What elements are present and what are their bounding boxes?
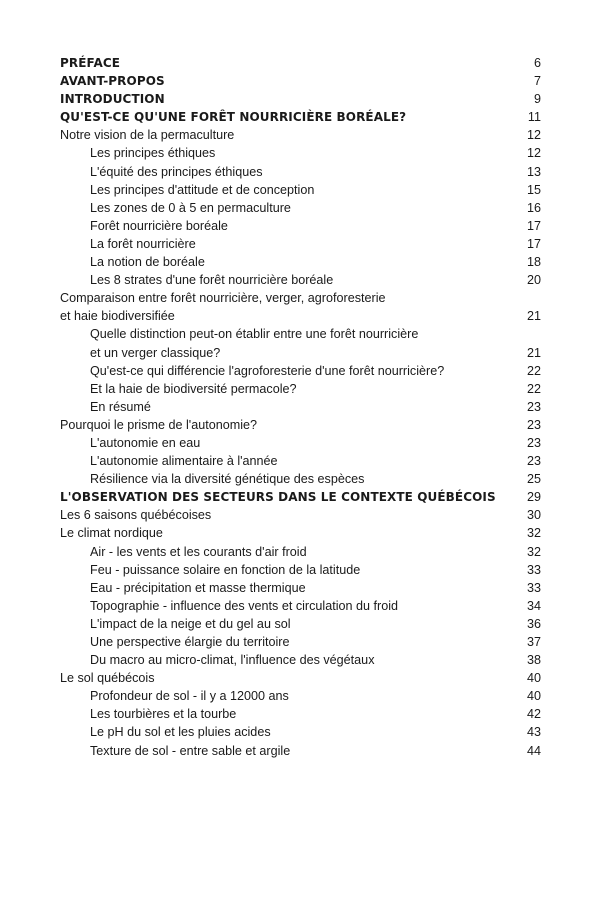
- toc-page-number: 44: [526, 743, 541, 758]
- toc-page-number: 9: [533, 92, 541, 107]
- toc-entry-title: En résumé: [90, 399, 151, 414]
- toc-entry-title: Résilience via la diversité génétique des espèces: [90, 472, 365, 487]
- toc-page-number: 42: [526, 707, 541, 722]
- toc-entry-title: L'autonomie alimentaire à l'année: [90, 454, 278, 469]
- toc-entry-title: Le sol québécois: [60, 671, 155, 686]
- toc-page-number: 15: [526, 182, 541, 197]
- toc-page-number: 6: [533, 56, 541, 70]
- toc-subsection-entry: [60, 181, 541, 199]
- toc-page-number: 23: [526, 454, 541, 469]
- toc-section-entry: [60, 289, 541, 325]
- toc-entry-title: Une perspective élargie du territoire: [90, 635, 290, 649]
- toc-page-number: 38: [526, 653, 541, 668]
- toc-page-number: 21: [526, 345, 541, 360]
- toc-page-number: 16: [526, 200, 541, 215]
- toc-page-number: 17: [526, 236, 541, 251]
- toc-entry-title: Les principes d'attitude et de conception: [90, 182, 315, 197]
- toc-subsection-entry: [60, 434, 541, 452]
- toc-subsection-entry: [60, 651, 541, 669]
- toc-page-number: 36: [526, 616, 541, 631]
- toc-entry-title: Les zones de 0 à 5 en permaculture: [90, 200, 291, 215]
- toc-subsection-entry: [60, 543, 541, 561]
- toc-page-number: 33: [526, 562, 541, 577]
- toc-subsection-entry: [60, 398, 541, 416]
- toc-subsection-entry: [60, 217, 541, 235]
- toc-subsection-entry: [60, 144, 541, 162]
- toc-page-number: 22: [526, 381, 541, 396]
- toc-page-number: 23: [526, 435, 541, 450]
- toc-subsection-entry: [60, 633, 541, 651]
- toc-entry-title: Les principes éthiques: [90, 146, 216, 161]
- toc-entry-title: La notion de boréale: [90, 255, 205, 270]
- toc-page-number: 40: [526, 671, 541, 686]
- toc-subsection-entry: [60, 199, 541, 217]
- toc-subsection-entry: [60, 597, 541, 615]
- toc-entry-title: Du macro au micro-climat, l'influence des végétaux: [90, 653, 375, 668]
- toc-page-number: 32: [526, 526, 541, 541]
- toc-page-number: 29: [526, 490, 541, 505]
- toc-page-number: 37: [526, 635, 541, 649]
- toc-subsection-entry: [60, 380, 541, 398]
- toc-subsection-entry: [60, 452, 541, 470]
- toc-chapter-entry: [60, 108, 541, 126]
- toc-entry-title: Qu'est-ce qui différencie l'agroforesterie d'une forêt nourricière?: [90, 363, 445, 378]
- toc-entry-title: INTRODUCTION: [60, 92, 165, 107]
- toc-entry-title: Le pH du sol et les pluies acides: [90, 725, 271, 740]
- toc-subsection-entry: [60, 705, 541, 723]
- toc-entry-title: Les 8 strates d'une forêt nourricière boréale: [90, 273, 334, 288]
- toc-entry-title: Les 6 saisons québécoises: [60, 508, 212, 523]
- toc-entry-title: QU'EST-CE QU'UNE FORÊT NOURRICIÈRE BORÉALE?: [60, 110, 407, 125]
- toc-entry-title: L'équité des principes éthiques: [90, 164, 263, 179]
- toc-entry-title: Comparaison entre forêt nourricière, verger, agroforesterie et haie biodiversifiée: [60, 291, 386, 324]
- toc-chapter-entry: [60, 72, 541, 90]
- toc-entry-title: Eau - précipitation et masse thermique: [90, 580, 306, 595]
- toc-page-number: 23: [526, 417, 541, 432]
- toc-subsection-entry: [60, 325, 541, 361]
- toc-subsection-entry: [60, 470, 541, 488]
- toc-entry-title: Forêt nourricière boréale: [90, 218, 228, 233]
- toc-entry-title: La forêt nourricière: [90, 236, 196, 251]
- toc-subsection-entry: [60, 723, 541, 741]
- table-of-contents: [60, 54, 541, 760]
- toc-subsection-entry: [60, 687, 541, 705]
- toc-entry-title: Les tourbières et la tourbe: [90, 707, 237, 722]
- toc-entry-title: Quelle distinction peut-on établir entre une forêt nourricière et un verger classique?: [90, 327, 419, 360]
- toc-page-number: 21: [526, 309, 541, 324]
- toc-section-entry: [60, 126, 541, 144]
- toc-subsection-entry: [60, 579, 541, 597]
- toc-page-number: 20: [526, 273, 541, 288]
- toc-entry-title: L'autonomie en eau: [90, 435, 201, 450]
- toc-entry-title: Profondeur de sol - il y a 12000 ans: [90, 689, 289, 704]
- toc-entry-title: Et la haie de biodiversité permacole?: [90, 381, 297, 396]
- toc-chapter-entry: [60, 54, 541, 72]
- toc-page-number: 22: [526, 363, 541, 378]
- toc-page-number: 43: [526, 725, 541, 740]
- toc-page-number: 25: [526, 472, 541, 487]
- toc-subsection-entry: [60, 163, 541, 181]
- toc-page-number: 32: [526, 544, 541, 559]
- toc-page-number: 13: [526, 164, 541, 179]
- toc-section-entry: [60, 416, 541, 434]
- toc-entry-title: Air - les vents et les courants d'air froid: [90, 544, 307, 559]
- toc-subsection-entry: [60, 271, 541, 289]
- toc-page-number: 12: [526, 128, 541, 143]
- toc-section-entry: [60, 506, 541, 524]
- toc-page-number: 17: [526, 218, 541, 233]
- toc-entry-title: AVANT-PROPOS: [60, 74, 165, 89]
- toc-entry-title: Pourquoi le prisme de l'autonomie?: [60, 417, 258, 432]
- toc-section-entry: [60, 524, 541, 542]
- toc-page-number: 11: [527, 110, 541, 125]
- toc-entry-title: Notre vision de la permaculture: [60, 128, 235, 143]
- toc-page-number: 12: [526, 146, 541, 161]
- toc-entry-title: Feu - puissance solaire en fonction de la latitude: [90, 562, 361, 577]
- toc-subsection-entry: [60, 362, 541, 380]
- toc-page-number: 18: [526, 255, 541, 270]
- toc-chapter-entry: [60, 90, 541, 108]
- toc-page-number: 7: [533, 74, 541, 89]
- toc-chapter-entry: [60, 488, 541, 506]
- toc-entry-title: L'OBSERVATION DES SECTEURS DANS LE CONTEXTE QUÉBÉCOIS: [60, 490, 496, 505]
- toc-page-number: 30: [526, 508, 541, 523]
- toc-page-number: 40: [526, 689, 541, 704]
- toc-subsection-entry: [60, 561, 541, 579]
- toc-entry-title: Texture de sol - entre sable et argile: [90, 743, 291, 758]
- toc-entry-title: L'impact de la neige et du gel au sol: [90, 616, 291, 631]
- toc-entry-title: PRÉFACE: [60, 56, 121, 70]
- toc-page-number: 34: [526, 598, 541, 613]
- toc-section-entry: [60, 669, 541, 687]
- toc-page-number: 23: [526, 399, 541, 414]
- toc-subsection-entry: [60, 615, 541, 633]
- toc-subsection-entry: [60, 742, 541, 760]
- toc-entry-title: Le climat nordique: [60, 526, 163, 541]
- toc-subsection-entry: [60, 235, 541, 253]
- toc-subsection-entry: [60, 253, 541, 271]
- toc-entry-title: Topographie - influence des vents et circulation du froid: [90, 598, 399, 613]
- toc-page-number: 33: [526, 580, 541, 595]
